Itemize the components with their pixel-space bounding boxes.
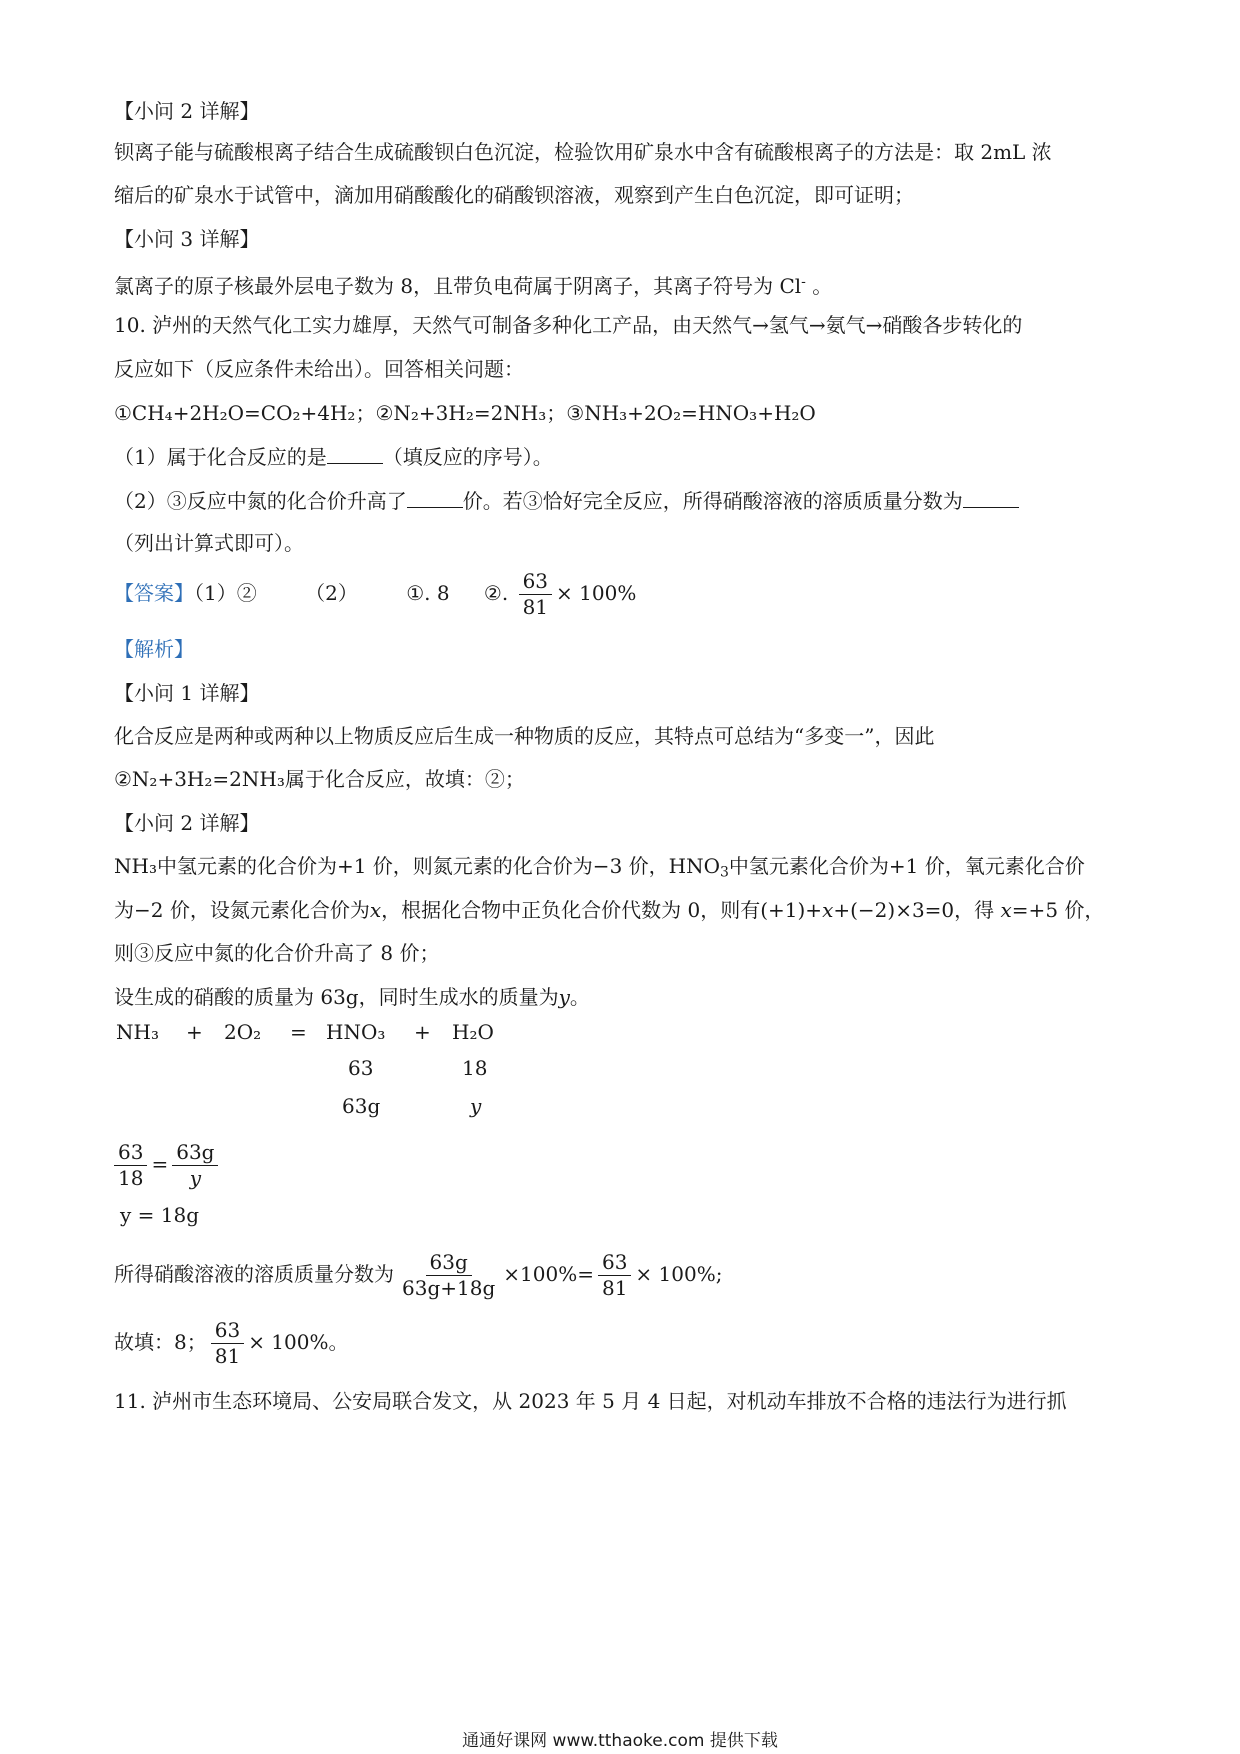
fraction: $\frac{63}{81}$: [598, 1252, 631, 1299]
proportion-equation: $\frac{63}{18}$ = $\frac{63g}{y}$: [114, 1132, 222, 1196]
chemical-equation-table: [114, 1020, 534, 1130]
paragraph: 则③反应中氮的化合价升高了 8 价；: [114, 941, 440, 965]
heading-subquestion-2: 【小问 2 详解】: [114, 811, 260, 835]
mass-hno3: 63g: [342, 1094, 381, 1118]
subquestion-2-cont: （列出计算式即可）。: [114, 531, 304, 555]
molar-mass-h2o: 18: [462, 1056, 488, 1080]
analysis-label: 【解析】: [114, 637, 194, 661]
formula-h2o: H₂O: [452, 1020, 494, 1044]
answer-blank: [407, 485, 463, 508]
molar-mass-hno3: 63: [348, 1056, 374, 1080]
paragraph: 化合反应是两种或两种以上物质反应后生成一种物质的反应，其特点可总结为“多变一”，因此: [114, 724, 935, 748]
question-11-text: 11. 泸州市生态环境局、公安局联合发文，从 2023 年 5 月 4 日起，对机动车排放不合格的违法行为进行抓: [114, 1389, 1067, 1413]
paragraph: NH₃中氢元素的化合价为+1 价，则氮元素的化合价为−3 价，$HNO_3$中氢元素化合价为+1 价，氧元素化合价: [114, 854, 1085, 881]
fraction: $\frac{63}{81}$: [211, 1320, 244, 1367]
paragraph: 钡离子能与硫酸根离子结合生成硫酸钡白色沉淀，检验饮用矿泉水中含有硫酸根离子的方法是：取 2mL 浓: [114, 140, 1052, 164]
subquestion-1: （1）属于化合反应的是 （填反应的序号）。: [114, 441, 553, 472]
fraction: $\frac{63g}{63g+18g}$: [402, 1250, 496, 1300]
fraction: $\frac{63}{81}$: [519, 571, 552, 618]
subquestion-2: （2）③反应中氮的化合价升高了 价。若③恰好完全反应，所得硝酸溶液的溶质质量分数为: [114, 485, 1019, 516]
answer-blank: [963, 485, 1019, 508]
result-line: y = 18g: [120, 1203, 200, 1227]
reaction-equations: ①CH₄+2H₂O=CO₂+4H₂；②N₂+3H₂=2NH₃；③NH₃+2O₂=HNO₃+H₂O: [114, 401, 816, 425]
question-10-text: 反应如下（反应条件未给出）。回答相关问题：: [114, 357, 524, 381]
plus-sign: +: [414, 1020, 431, 1044]
answer-line: 【答案】（1）② （2） ①. 8 ②. $\frac{63}{81}$ × 100%: [114, 569, 637, 619]
page-footer: 通通好课网 www.tthaoke.com 提供下载: [462, 1731, 778, 1751]
answer-label: 【答案】: [114, 581, 194, 605]
question-10-text: 10. 泸州的天然气化工实力雄厚，天然气可制备多种化工产品，由天然气→氢气→氨气→硝酸各步转化的: [114, 313, 1023, 337]
calculation-line: 所得硝酸溶液的溶质质量分数为 $\frac{63g}{63g+18g}$ ×100%= $\frac{63}{81}$ × 100%;: [114, 1250, 723, 1300]
heading-subquestion-1: 【小问 1 详解】: [114, 681, 260, 705]
formula-hno3: HNO₃: [326, 1020, 386, 1044]
paragraph: 设生成的硝酸的质量为 63g，同时生成水的质量为y。: [114, 985, 590, 1009]
paragraph: 为−2 价，设氮元素化合价为x，根据化合物中正负化合价代数为 0，则有(+1)+x+(−2)×3=0，得 x=+5 价，: [114, 898, 1105, 922]
equals-sign: =: [290, 1020, 307, 1044]
paragraph: 氯离子的原子核最外层电子数为 8，且带负电荷属于阴离子，其离子符号为 Cl- 。: [114, 274, 833, 298]
answer-blank: [327, 441, 383, 464]
plus-sign: +: [186, 1020, 203, 1044]
paragraph: ②N₂+3H₂=2NH₃属于化合反应，故填：②；: [114, 767, 525, 791]
fill-answer-line: 故填：8； $\frac{63}{81}$ × 100%。: [114, 1318, 349, 1368]
formula-nh3: NH₃: [116, 1020, 159, 1044]
fraction: $\frac{63g}{y}$: [172, 1142, 218, 1189]
paragraph: 缩后的矿泉水于试管中，滴加用硝酸酸化的硝酸钡溶液，观察到产生白色沉淀，即可证明；: [114, 183, 914, 207]
heading-subquestion-2: 【小问 2 详解】: [114, 99, 260, 123]
heading-subquestion-3: 【小问 3 详解】: [114, 227, 260, 251]
fraction: $\frac{63}{18}$: [114, 1142, 147, 1189]
mass-h2o: y: [470, 1094, 482, 1118]
formula-o2: 2O₂: [224, 1020, 262, 1044]
